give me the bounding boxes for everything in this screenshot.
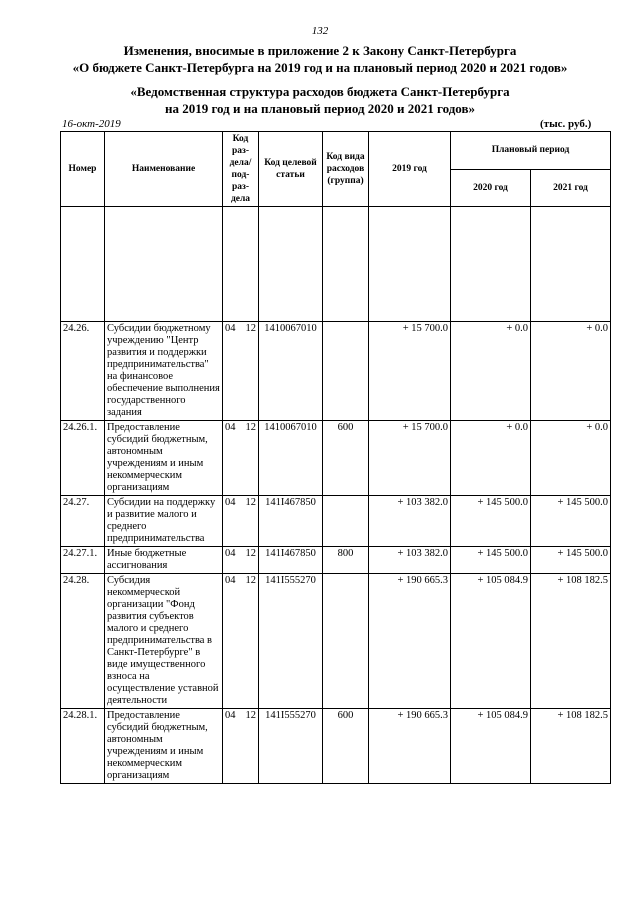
row-2021: + 145 500.0 <box>531 496 611 547</box>
section-code: 04 <box>225 575 236 586</box>
row-name: Предоставление субсидий бюджетным, автономным учреждениям и иным некоммерческим организациям <box>105 709 223 784</box>
row-name: Субсидии на поддержку и развитие малого и среднего предпринимательства <box>105 496 223 547</box>
row-expense-type <box>323 322 369 421</box>
subsection-code: 12 <box>245 323 256 334</box>
row-2019: + 15 700.0 <box>369 322 451 421</box>
page-number: 132 <box>311 25 329 37</box>
row-expense-type: 600 <box>323 709 369 784</box>
row-2020: + 0.0 <box>451 421 531 496</box>
table-row <box>61 322 611 421</box>
row-2020: + 0.0 <box>451 322 531 421</box>
document-title <box>0 42 640 76</box>
row-number: 24.28.1. <box>61 709 105 784</box>
row-expense-type: 800 <box>323 547 369 574</box>
table-header <box>61 132 611 322</box>
table-body <box>61 322 611 784</box>
row-2019: + 103 382.0 <box>369 547 451 574</box>
row-number: 24.28. <box>61 574 105 709</box>
section-code: 04 <box>225 710 236 721</box>
subsection-code: 12 <box>245 710 256 721</box>
header-target: Код целевой статьи <box>259 132 323 207</box>
title-line: «О бюджете Санкт-Петербурга на 2019 год и на плановый период 2020 и 2021 годов» <box>72 60 568 75</box>
row-expense-type: 600 <box>323 421 369 496</box>
table-row <box>61 421 611 496</box>
header-2021: 2021 год <box>531 169 611 207</box>
row-name: Предоставление субсидий бюджетным, автономным учреждениям и иным некоммерческим организациям <box>105 421 223 496</box>
row-2021: + 108 182.5 <box>531 574 611 709</box>
header-number: Номер <box>61 132 105 207</box>
row-number: 24.26.1. <box>61 421 105 496</box>
row-target: 141I467850 <box>259 547 323 574</box>
document-date: 16-окт-2019 <box>62 118 121 130</box>
header-2019: 2019 год <box>369 132 451 207</box>
section-code: 04 <box>225 497 236 508</box>
row-number: 24.26. <box>61 322 105 421</box>
header-2020: 2020 год <box>451 169 531 207</box>
section-code: 04 <box>225 323 236 334</box>
header-section: Код раз- дела/ под- раз- дела <box>223 132 259 207</box>
row-name: Субсидия некоммерческой организации "Фонд развития субъектов малого и среднего предпринимательства в Санкт-Петербурге" в виде имущественного взноса на осуществление уставной деятельности <box>105 574 223 709</box>
units-label: (тыс. руб.) <box>540 118 592 130</box>
row-expense-type <box>323 496 369 547</box>
row-2021: + 145 500.0 <box>531 547 611 574</box>
row-section <box>223 547 259 574</box>
row-name: Иные бюджетные ассигнования <box>105 547 223 574</box>
row-target: 1410067010 <box>259 421 323 496</box>
row-2019: + 15 700.0 <box>369 421 451 496</box>
row-2020: + 105 084.9 <box>451 709 531 784</box>
row-section <box>223 574 259 709</box>
budget-table <box>60 131 611 784</box>
table-row <box>61 547 611 574</box>
header-spacer <box>61 207 611 322</box>
row-section <box>223 322 259 421</box>
subsection-code: 12 <box>245 497 256 508</box>
table-row <box>61 574 611 709</box>
section-code: 04 <box>225 422 236 433</box>
row-2020: + 145 500.0 <box>451 496 531 547</box>
row-2019: + 190 665.3 <box>369 709 451 784</box>
row-2020: + 105 084.9 <box>451 574 531 709</box>
document-subtitle <box>0 83 640 117</box>
row-section <box>223 421 259 496</box>
row-2019: + 190 665.3 <box>369 574 451 709</box>
row-2020: + 145 500.0 <box>451 547 531 574</box>
row-2021: + 108 182.5 <box>531 709 611 784</box>
subtitle-line: на 2019 год и на плановый период 2020 и 2021 годов» <box>164 101 475 116</box>
table-row <box>61 709 611 784</box>
header-expense-type: Код вида расходов (группа) <box>323 132 369 207</box>
row-target: 141I467850 <box>259 496 323 547</box>
subtitle-line: «Ведомственная структура расходов бюджета Санкт-Петербурга <box>130 84 510 99</box>
row-expense-type <box>323 574 369 709</box>
row-2021: + 0.0 <box>531 322 611 421</box>
row-number: 24.27.1. <box>61 547 105 574</box>
subsection-code: 12 <box>245 575 256 586</box>
row-section <box>223 496 259 547</box>
row-target: 141I555270 <box>259 574 323 709</box>
row-2021: + 0.0 <box>531 421 611 496</box>
row-2019: + 103 382.0 <box>369 496 451 547</box>
row-name: Субсидии бюджетному учреждению "Центр развития и поддержки предпринимательства" на финансовое обеспечение выполнения государственного задания <box>105 322 223 421</box>
subsection-code: 12 <box>245 548 256 559</box>
title-line: Изменения, вносимые в приложение 2 к Закону Санкт-Петербурга <box>123 43 517 58</box>
header-name: Наименование <box>105 132 223 207</box>
row-section <box>223 709 259 784</box>
row-number: 24.27. <box>61 496 105 547</box>
subsection-code: 12 <box>245 422 256 433</box>
row-target: 1410067010 <box>259 322 323 421</box>
section-code: 04 <box>225 548 236 559</box>
row-target: 141I555270 <box>259 709 323 784</box>
header-planned: Плановый период <box>451 132 611 170</box>
table-row <box>61 496 611 547</box>
